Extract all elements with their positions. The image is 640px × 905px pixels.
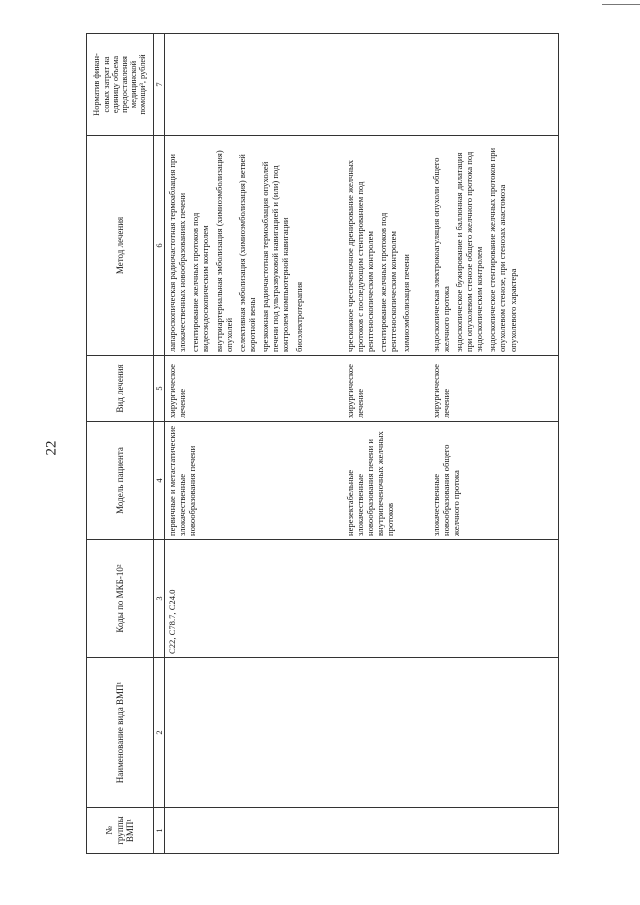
rotated-table-sheet: [86, 34, 598, 854]
treatment-type-cell: хирургическое лечение: [165, 356, 343, 422]
group-cell: [343, 808, 429, 854]
header-method: Метод лечения: [87, 136, 154, 356]
method-item: химиоэмболизация печени: [401, 254, 412, 352]
column-number: 1: [154, 808, 165, 854]
page-number: 22: [43, 440, 60, 456]
method-item: лапароскопическая радиочастотная термоаблация при злокачественных новообразованиях печени: [167, 154, 188, 352]
column-number: 4: [154, 422, 165, 540]
column-number: 6: [154, 136, 165, 356]
name-cell: [165, 658, 343, 808]
cost-cell: [343, 34, 429, 136]
method-item: эндоскопическое бужирование и баллонная дилатация при опухолевом стенозе общего желчного протока под эндоскопическим контролем: [453, 151, 485, 352]
header-cost: Норматив финан- совых затрат на единицу объема предоставления медицинской помощи³, рублей: [87, 34, 154, 136]
table-row: [165, 34, 343, 854]
header-treatment-type: Вид лечения: [87, 356, 154, 422]
table-row: [343, 34, 429, 854]
cost-cell: [429, 34, 559, 136]
header-row: [87, 34, 154, 854]
method-item: биоэлектротерапия: [293, 281, 304, 352]
corner-mark: [602, 4, 640, 5]
vmp-table: [86, 33, 559, 854]
patient-model-cell: нерезектабельные злокачественные новообразования печени и внутрипеченочных желчных протоков: [343, 422, 429, 540]
method-cell: [343, 136, 429, 356]
column-number: 3: [154, 540, 165, 658]
treatment-type-cell: хирургическое лечение: [429, 356, 559, 422]
header-group: № группы ВМП¹: [87, 808, 154, 854]
codes-cell: [429, 540, 559, 658]
table-row: [429, 34, 559, 854]
codes-cell: [343, 540, 429, 658]
group-cell: [165, 808, 343, 854]
method-item: селективная эмболизация (химиоэмболизация) ветвей воротной вены: [236, 154, 257, 352]
method-item: внутриартериальная эмболизация (химиоэмболизация) опухолей: [213, 150, 234, 352]
cost-cell: [165, 34, 343, 136]
method-item: стентирование желчных протоков под видеоэндоскопическим контролем: [190, 212, 211, 352]
method-item: чрескожное чреспеченочное дренирование желчных протоков с последующим стентированием под рентгеноскопическим контролем: [344, 159, 375, 352]
method-item: эндоскопическая электрокоагуляция опухоли общего желчного протока: [430, 157, 451, 352]
patient-model-cell: злокачественные новообразования общего желчного протока: [429, 422, 559, 540]
method-item: стентирование желчных протоков под рентгеноскопическим контролем: [377, 212, 399, 352]
column-number: 2: [154, 658, 165, 808]
header-name: Наименование вида ВМП¹: [87, 658, 154, 808]
header-codes: Коды по МКБ-10²: [87, 540, 154, 658]
codes-cell: C22, C78.7, C24.0: [165, 540, 343, 658]
name-cell: [429, 658, 559, 808]
treatment-type-cell: хирургическое лечение: [343, 356, 429, 422]
column-number: 5: [154, 356, 165, 422]
method-item: чрезкожная радиочастотная термоаблация опухолей печени под ультразвуковой навигацией и (или) под контролем компьютерной навигации: [260, 161, 291, 352]
header-patient-model: Модель пациента: [87, 422, 154, 540]
method-cell: [429, 136, 559, 356]
name-cell: [343, 658, 429, 808]
column-number-row: [154, 34, 165, 854]
group-cell: [429, 808, 559, 854]
method-item: эндоскопическое стентирование желчных протоков при опухолевом стенозе, при стенозах анастомоза опухолевого характера: [487, 147, 518, 352]
column-number: 7: [154, 34, 165, 136]
method-cell: [165, 136, 343, 356]
patient-model-cell: первичные и метастатические злокачественные новообразования печени: [165, 422, 343, 540]
